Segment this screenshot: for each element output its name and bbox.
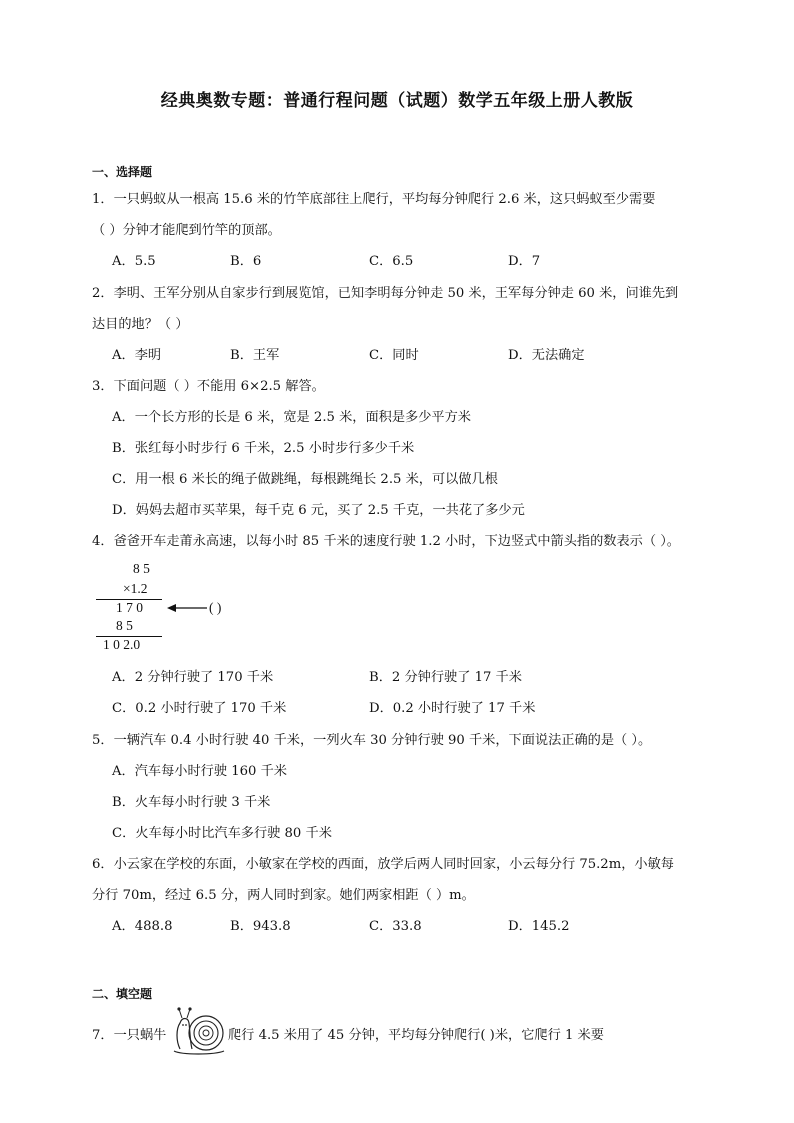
question-3-option-c: C．用一根 6 米长的绳子做跳绳，每根跳绳长 2.5 米，可以做几根 — [112, 472, 498, 487]
question-4-line-1: 4．爸爸开车走莆永高速，以每小时 85 千米的速度行驶 1.2 小时，下边竖式中箭头指的数表示（ ）。 — [92, 534, 680, 549]
question-4-option-d: D．0.2 小时行驶了 17 千米 — [369, 701, 536, 716]
question-5-option-b: B．火车每小时行驶 3 千米 — [112, 795, 271, 810]
question-5-option-a: A．汽车每小时行驶 160 千米 — [112, 764, 287, 779]
vertical-row-2: ×1.2 — [123, 581, 148, 596]
question-2-option-c: C．同时 — [369, 348, 419, 363]
question-6-line-2: 分行 70m，经过 6.5 分，两人同时到家。她们两家相距（ ）m。 — [92, 888, 475, 903]
section-heading-fill: 二、填空题 — [92, 987, 153, 1001]
section-heading-choice: 一、选择题 — [92, 165, 153, 179]
question-2-line-2: 达目的地？（ ） — [92, 317, 189, 332]
question-2-option-a: A．李明 — [112, 348, 162, 363]
vertical-answer-blank: ( ) — [209, 600, 222, 615]
question-5-line-1: 5．一辆汽车 0.4 小时行驶 40 千米，一列火车 30 分钟行驶 90 千米，下面说法正确的是（ ）。 — [92, 733, 652, 748]
question-3-option-a: A．一个长方形的长是 6 米，宽是 2.5 米，面积是多少平方米 — [112, 410, 471, 425]
question-3-option-d: D．妈妈去超市买苹果，每千克 6 元，买了 2.5 千克，一共花了多少元 — [112, 503, 525, 518]
question-6-line-1: 6．小云家在学校的东面，小敏家在学校的西面，放学后两人同时回家，小云每分行 75.2m，小敏每 — [92, 857, 674, 872]
question-2-option-b: B．王军 — [230, 348, 280, 363]
snail-icon — [170, 1005, 228, 1057]
question-7-prefix: 7．一只蜗牛 — [92, 1028, 167, 1043]
vertical-row-4: 8 5 — [116, 618, 133, 633]
question-1-line-1: 1．一只蚂蚁从一根高 15.6 米的竹竿底部往上爬行，平均每分钟爬行 2.6 米，这只蚂蚁至少需要 — [92, 192, 656, 207]
question-3-line-1: 3．下面问题（ ）不能用 6×2.5 解答。 — [92, 379, 325, 394]
question-6-option-d: D．145.2 — [508, 919, 570, 934]
question-4-option-b: B．2 分钟行驶了 17 千米 — [369, 670, 522, 685]
question-4-option-a: A．2 分钟行驶了 170 千米 — [112, 670, 274, 685]
question-1-option-d: D．7 — [508, 254, 541, 269]
question-1-line-2: （ ）分钟才能爬到竹竿的顶部。 — [92, 223, 281, 238]
question-6-option-a: A．488.8 — [112, 919, 173, 934]
question-2-line-1: 2．李明、王军分别从自家步行到展览馆，已知李明每分钟走 50 米，王军每分钟走 60 米，问谁先到 — [92, 286, 679, 301]
vertical-row-5: 1 0 2.0 — [103, 637, 141, 652]
vertical-row-1: 8 5 — [133, 561, 150, 576]
question-1-option-c: C．6.5 — [369, 254, 414, 269]
question-6-option-b: B．943.8 — [230, 919, 291, 934]
question-5-option-c: C．火车每小时比汽车多行驶 80 千米 — [112, 826, 332, 841]
vertical-row-3: 1 7 0 — [116, 600, 143, 615]
left-arrow-icon — [167, 600, 207, 616]
page-title: 经典奥数专题：普通行程问题（试题）数学五年级上册人教版 — [160, 91, 634, 111]
question-1-option-a: A．5.5 — [112, 254, 156, 269]
question-7-text: 爬行 4.5 米用了 45 分钟，平均每分钟爬行( )米，它爬行 1 米要 — [228, 1028, 604, 1043]
question-4-option-c: C．0.2 小时行驶了 170 千米 — [112, 701, 287, 716]
question-2-option-d: D．无法确定 — [508, 348, 585, 363]
question-6-option-c: C．33.8 — [369, 919, 422, 934]
question-3-option-b: B．张红每小时步行 6 千米，2.5 小时步行多少千米 — [112, 441, 415, 456]
question-1-option-b: B．6 — [230, 254, 262, 269]
